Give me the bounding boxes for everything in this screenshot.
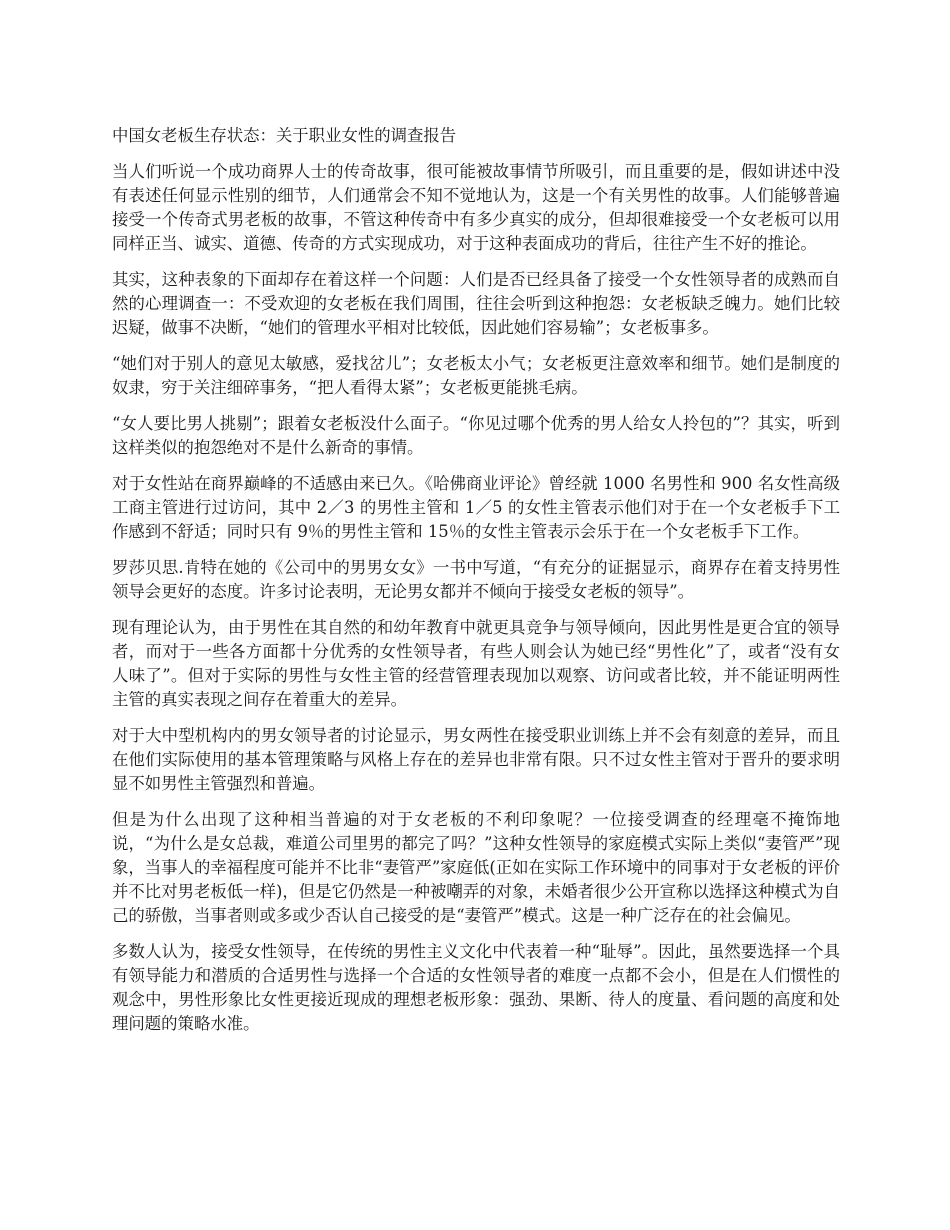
- document-page: [112, 124, 840, 1048]
- paragraph-1: 当人们听说一个成功商界人士的传奇故事，很可能被故事情节所吸引，而且重要的是，假如讲述中没有表述任何显示性别的细节，人们通常会不知不觉地认为，这是一个有关男性的故事。人们能够普遍接受一个传奇式男老板的故事，不管这种传奇中有多少真实的成分，但却很难接受一个女老板可以用同样正当、诚实、道德、传奇的方式实现成功，对于这种表面成功的背后，往往产生不好的推论。: [112, 162, 840, 253]
- document-title: 中国女老板生存状态：关于职业女性的调查报告: [112, 126, 457, 145]
- paragraph-9: 但是为什么出现了这种相当普遍的对于女老板的不利印象呢？一位接受调查的经理毫不掩饰地说，“为什么是女总裁，难道公司里男的都完了吗？”这种女性领导的家庭模式实际上类似“妻管严”现象，当事人的幸福程度可能并不比非“妻管严”家庭低(正如在实际工作环境中的同事对于女老板的评价并不比对男老板低一样)，但是它仍然是一种被嘲弄的对象，未婚者很少公开宣称以选择这种模式为自己的骄傲，当事者则或多或少否认自己接受的是“妻管严”模式。这是一种广泛存在的社会偏见。: [112, 810, 840, 925]
- paragraph-3: “她们对于别人的意见太敏感，爱找岔儿”；女老板太小气；女老板更注意效率和细节。她们是制度的奴隶，穷于关注细碎事务，“把人看得太紧”；女老板更能挑毛病。: [112, 354, 840, 397]
- paragraph-4: “女人要比男人挑剔”；跟着女老板没什么面子。“你见过哪个优秀的男人给女人拎包的”？其实，听到这样类似的抱怨绝对不是什么新奇的事情。: [112, 414, 840, 457]
- paragraph-5: 对于女性站在商界巅峰的不适感由来已久。《哈佛商业评论》曾经就 1000 名男性和 900 名女性高级工商主管进行过访问，其中 2／3 的男性主管和 1／5 的女性主管表示他们对于在一个女老板手下工作感到不舒适；同时只有 9％的男性主管和 15％的女性主管表示会乐于在一个女老板手下工作。: [112, 474, 840, 541]
- paragraph-8: 对于大中型机构内的男女领导者的讨论显示，男女两性在接受职业训练上并不会有刻意的差异，而且在他们实际使用的基本管理策略与风格上存在的差异也非常有限。只不过女性主管对于晋升的要求明显不如男性主管强烈和普遍。: [112, 726, 840, 793]
- paragraph-7: 现有理论认为，由于男性在其自然的和幼年教育中就更具竞争与领导倾向，因此男性是更合宜的领导者，而对于一些各方面都十分优秀的女性领导者，有些人则会认为她已经“男性化”了，或者“没有女人味了”。但对于实际的男性与女性主管的经营管理表现加以观察、访问或者比较，并不能证明两性主管的真实表现之间存在着重大的差异。: [112, 618, 840, 709]
- paragraph-6: 罗莎贝思.肯特在她的《公司中的男男女女》一书中写道，“有充分的证据显示，商界存在着支持男性领导会更好的态度。许多讨论表明，无论男女都并不倾向于接受女老板的领导”。: [112, 558, 840, 601]
- paragraph-10: 多数人认为，接受女性领导，在传统的男性主义文化中代表着一种“耻辱”。因此，虽然要选择一个具有领导能力和潜质的合适男性与选择一个合适的女性领导者的难度一点都不会小，但是在人们惯性的观念中，男性形象比女性更接近现成的理想老板形象：强劲、果断、待人的度量、看问题的高度和处理问题的策略水准。: [112, 942, 840, 1033]
- paragraph-2: 其实，这种表象的下面却存在着这样一个问题：人们是否已经具备了接受一个女性领导者的成熟而自然的心理调查一：不受欢迎的女老板在我们周围，往往会听到这种抱怨：女老板缺乏魄力。她们比较迟疑，做事不决断，“她们的管理水平相对比较低，因此她们容易输”；女老板事多。: [112, 270, 840, 337]
